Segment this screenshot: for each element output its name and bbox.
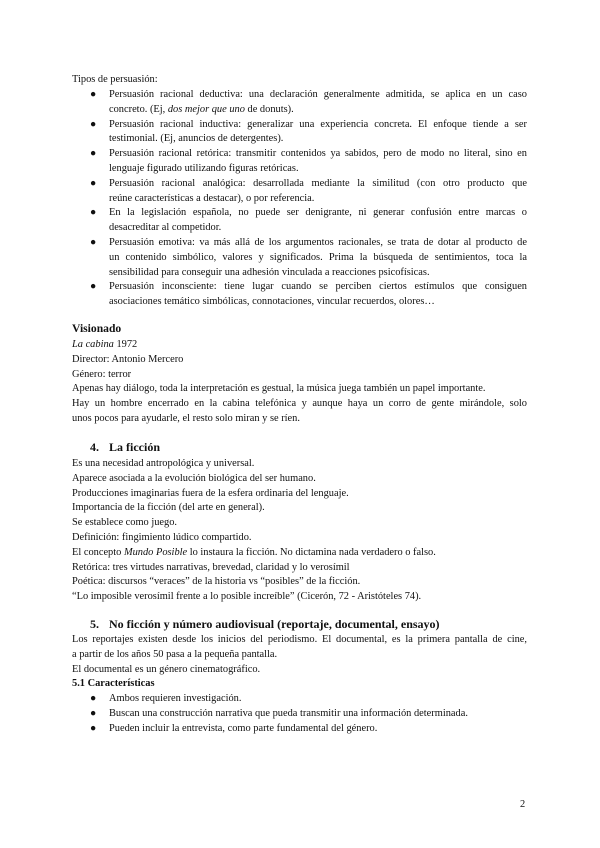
persuasion-item-line: desacreditar al competidor. [109, 222, 222, 234]
nonfiction-paragraph: Los reportajes existen desde los inicios del periodismo. El documental, es la primera pantalla de cine, [72, 634, 527, 645]
persuasion-item-line: reúne características a destacar), o por referencia. [109, 192, 315, 204]
characteristic-item: Pueden incluir la entrevista, como parte fundamental del género. [109, 722, 378, 734]
persuasion-item-line: asociaciones temático simbólicas, connotaciones, vincular recuerdos, olores… [109, 296, 435, 308]
persuasion-item-line: concreto. (Ej, dos mejor que uno de donuts). [109, 103, 294, 115]
fiction-poetics-line: Poética: discursos “veraces” de la historia vs “posibles” de la ficción. [72, 576, 361, 588]
bullet-dot: ● [90, 177, 97, 189]
fiction-rhetoric-line: Retórica: tres virtudes narrativas, brevedad, claridad y lo verosímil [72, 561, 350, 573]
bullet-dot: ● [90, 237, 97, 248]
persuasion-item-line: Persuasión racional deductiva: una declaración generalmente admitida, se aplica en un caso [109, 89, 527, 100]
visionado-paragraph: unos pocos para ayudarle, el resto solo miran y se ríen. [72, 413, 300, 424]
subsection-5-1-heading: 5.1 Características [72, 678, 155, 690]
section-5-title: No ficción y número audiovisual (reportaje, documental, ensayo) [109, 617, 440, 631]
characteristic-item: Buscan una construcción narrativa que pueda transmitir una información determinada. [109, 708, 468, 719]
section-5-number: 5. [90, 617, 99, 631]
bullet-dot: ● [90, 118, 97, 130]
persuasion-item-line: lenguaje figurado utilizando figuras retóricas. [109, 163, 299, 174]
visionado-heading: Visionado [72, 322, 122, 335]
fiction-concept-line: El concepto Mundo Posible lo instaura la ficción. No dictamina nada verdadero o falso. [72, 546, 436, 558]
fiction-line: Aparece asociada a la evolución biológica del ser humano. [72, 472, 316, 484]
fiction-line: Producciones imaginarias fuera de la esfera ordinaria del lenguaje. [72, 487, 349, 499]
bullet-dot: ● [90, 207, 97, 219]
bullet-dot: ● [90, 148, 97, 160]
visionado-paragraph: Apenas hay diálogo, toda la interpretación es gestual, la música juega también un papel importante. [72, 383, 486, 395]
persuasion-item-line: Persuasión racional analógica: desarrollada mediante la similitud (con otro producto que [109, 177, 527, 189]
film-director: Director: Antonio Mercero [72, 353, 184, 365]
fiction-quote-line: “Lo imposible verosímil frente a lo posible increíble” (Cicerón, 72 - Aristóteles 74). [72, 591, 422, 603]
visionado-paragraph: Hay un hombre encerrado en la cabina telefónica y aunque haya un corro de gente mirándole, solo [72, 398, 527, 410]
bullet-dot: ● [90, 89, 97, 100]
persuasion-item-line: testimonial. (Ej, anuncios de detergentes). [109, 133, 284, 145]
page-number: 2 [520, 799, 526, 810]
fiction-line: Es una necesidad antropológica y universal. [72, 458, 255, 469]
persuasion-item-line: sensibilidad para conseguir una adhesión vinculada a reacciones psicofísicas. [109, 266, 430, 278]
fiction-line: Definición: fingimiento lúdico compartido. [72, 532, 252, 543]
persuasion-item-line: Persuasión emotiva: va más allá de los argumentos racionales, se trata de dotar al producto de [109, 237, 527, 248]
bullet-dot: ● [90, 722, 97, 734]
persuasion-item-line: Persuasión inconsciente: tiene lugar cuando se perciben ciertos estímulos que consiguen [109, 281, 527, 293]
persuasion-item-line: Persuasión racional inductiva: generalizar una experiencia concreta. El enfoque tiende a ser [109, 118, 527, 130]
persuasion-types-heading: Tipos de persuasión: [72, 74, 158, 85]
section-4-title: La ficción [109, 440, 160, 454]
characteristic-item: Ambos requieren investigación. [109, 693, 242, 705]
bullet-dot: ● [90, 708, 97, 719]
persuasion-item-line: un contenido simbólico, valores y significados. Prima la búsqueda de sentimientos, toca la [109, 251, 527, 263]
nonfiction-paragraph: a partir de los años 50 pasa a la pequeña pantalla. [72, 648, 278, 660]
film-genre: Género: terror [72, 368, 132, 380]
persuasion-item-line: En la legislación española, no puede ser denigrante, ni generar confusión entre marcas o [109, 207, 527, 219]
bullet-dot: ● [90, 281, 97, 293]
bullet-dot: ● [90, 693, 97, 705]
fiction-line: Importancia de la ficción (del arte en general). [72, 502, 265, 514]
section-4-number: 4. [90, 440, 99, 454]
film-title-line: La cabina 1972 [72, 339, 138, 350]
nonfiction-paragraph: El documental es un género cinematográfico. [72, 663, 261, 675]
persuasion-item-line: Persuasión racional retórica: transmitir contenidos ya sabidos, pero de modo no literal, sino en [109, 148, 527, 160]
fiction-line: Se establece como juego. [72, 517, 178, 529]
